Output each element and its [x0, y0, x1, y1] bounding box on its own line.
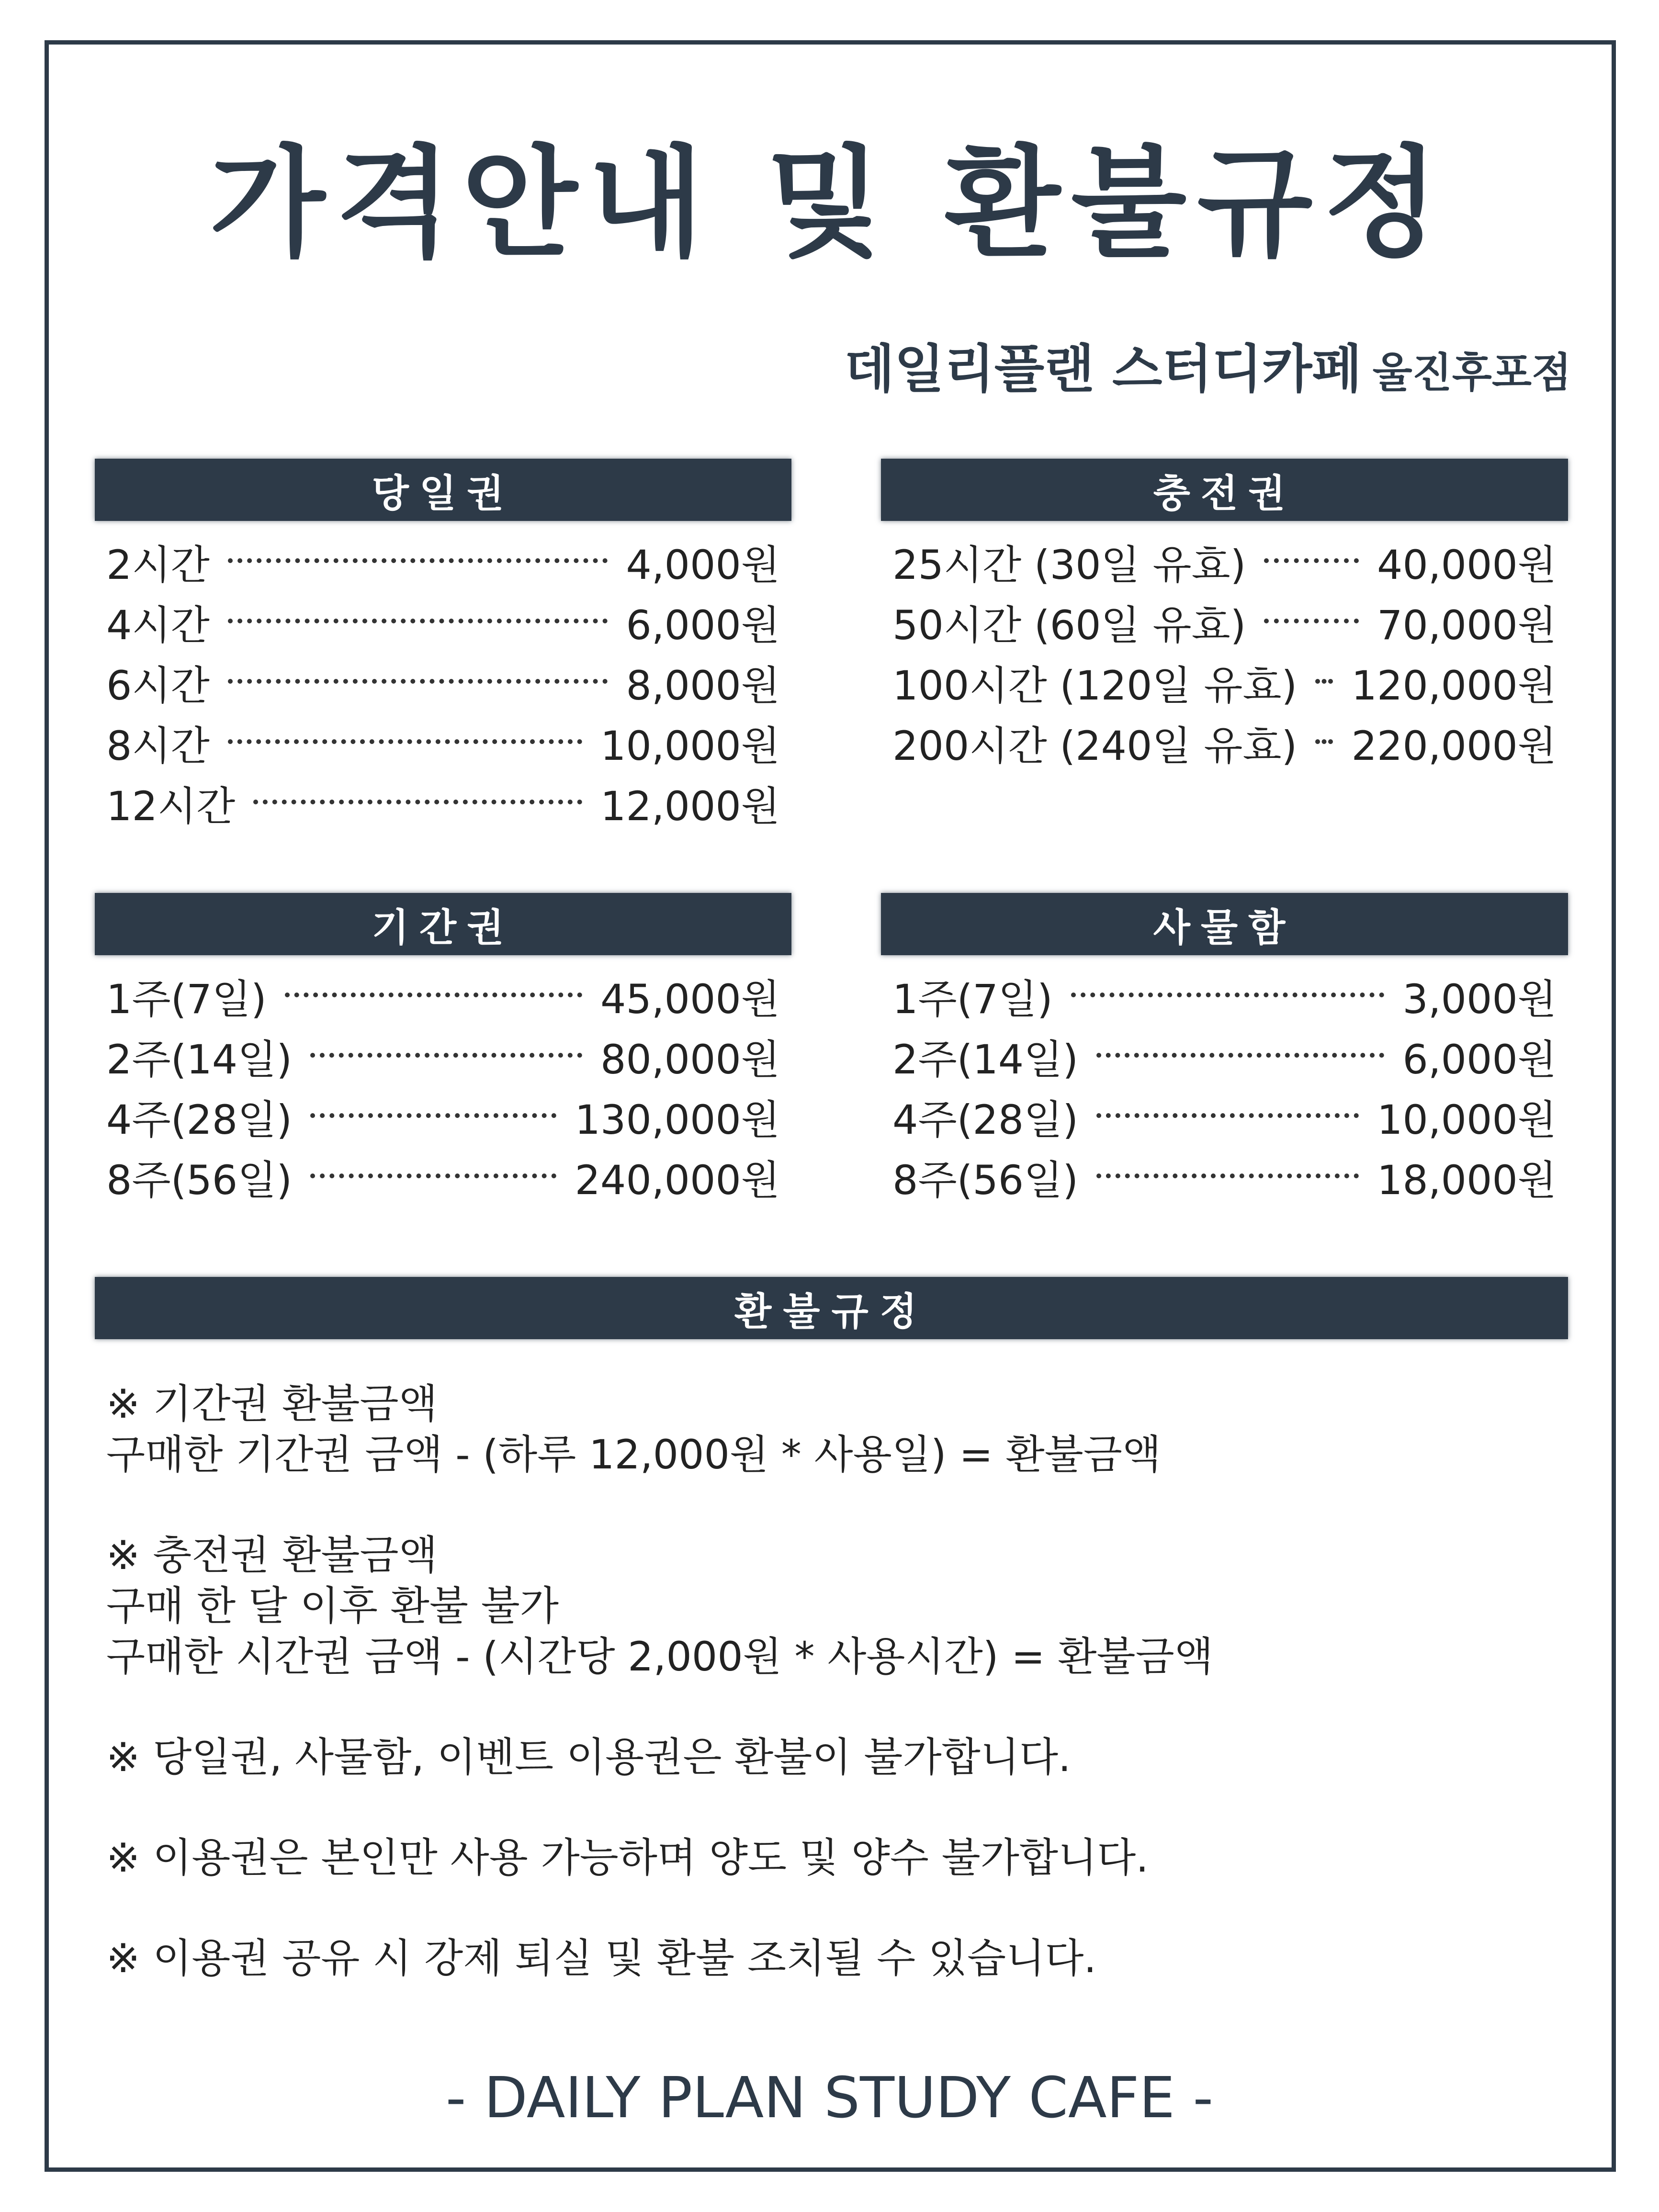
- price-value: 70,000원: [1377, 601, 1557, 649]
- price-label: 6시간: [106, 662, 210, 709]
- locker-section: [881, 893, 1568, 1207]
- price-row: [106, 531, 780, 592]
- price-row: [106, 966, 780, 1026]
- dot-leader: [228, 739, 582, 744]
- period-pass-section: [95, 893, 791, 1207]
- price-row: [106, 1026, 780, 1086]
- price-label: 8시간: [106, 722, 210, 769]
- refund-policy-header: 환불규정: [95, 1277, 1568, 1339]
- price-value: 220,000원: [1351, 722, 1557, 769]
- store-name: [844, 339, 1571, 399]
- price-value: 6,000원: [1402, 1036, 1557, 1083]
- price-value: 40,000원: [1377, 541, 1557, 588]
- store-brand: 데일리플랜 스터디카페: [844, 339, 1362, 399]
- dot-leader: [1071, 993, 1385, 997]
- price-label: 12시간: [106, 782, 236, 830]
- dot-leader: [310, 1113, 556, 1118]
- price-row: [106, 773, 780, 833]
- price-label: 25시간 (30일 유효): [892, 541, 1246, 588]
- refund-rule-no-transfer: ※ 이용권은 본인만 사용 가능하며 양도 및 양수 불가합니다.: [106, 1834, 1149, 1881]
- footer-brand: - DAILY PLAN STUDY CAFE -: [445, 2065, 1214, 2131]
- period-refund-formula: 구매한 기간권 금액 - (하루 12,000원 * 사용일) = 환불금액: [106, 1431, 1162, 1478]
- daily-pass-section: [95, 459, 791, 833]
- dot-leader: [1315, 679, 1333, 684]
- dot-leader: [228, 558, 608, 563]
- charge-pass-header: 충전권: [881, 459, 1568, 521]
- price-value: 12,000원: [600, 782, 780, 830]
- period-refund-title: ※ 기간권 환불금액: [106, 1380, 438, 1427]
- dot-leader: [1096, 1113, 1359, 1118]
- page-title: 가격안내 및 환불규정: [209, 134, 1450, 273]
- price-label: 100시간 (120일 유효): [892, 662, 1298, 709]
- charge-refund-title: ※ 충전권 환불금액: [106, 1532, 438, 1579]
- price-value: 4,000원: [626, 541, 780, 588]
- refund-rule-no-refund: ※ 당일권, 사물함, 이벤트 이용권은 환불이 불가합니다.: [106, 1734, 1071, 1781]
- price-row: [892, 712, 1557, 773]
- daily-pass-header: 당일권: [95, 459, 791, 521]
- price-label: 2시간: [106, 541, 210, 588]
- price-value: 10,000원: [1377, 1096, 1557, 1143]
- dot-leader: [1264, 619, 1358, 623]
- charge-refund-note: 구매 한 달 이후 환불 불가: [106, 1582, 559, 1629]
- dot-leader: [253, 800, 582, 804]
- price-row: [106, 652, 780, 712]
- price-label: 8주(56일): [892, 1156, 1079, 1204]
- price-label: 200시간 (240일 유효): [892, 722, 1298, 769]
- dot-leader: [1315, 739, 1333, 744]
- price-row: [892, 592, 1557, 652]
- price-value: 3,000원: [1402, 975, 1557, 1023]
- price-value: 10,000원: [600, 722, 780, 769]
- price-label: 2주(14일): [892, 1036, 1079, 1083]
- refund-rules: [106, 1380, 1543, 1989]
- price-label: 50시간 (60일 유효): [892, 601, 1246, 649]
- price-label: 4시간: [106, 601, 210, 649]
- charge-pass-section: [881, 459, 1568, 773]
- price-value: 8,000원: [626, 662, 780, 709]
- price-row: [106, 592, 780, 652]
- dot-leader: [228, 619, 608, 623]
- refund-rule-sharing: ※ 이용권 공유 시 강제 퇴실 및 환불 조치될 수 있습니다.: [106, 1935, 1097, 1982]
- price-label: 1주(7일): [106, 975, 267, 1023]
- dot-leader: [228, 679, 608, 684]
- price-row: [892, 1086, 1557, 1147]
- price-value: 18,000원: [1377, 1156, 1557, 1204]
- price-row: [106, 1147, 780, 1207]
- price-label: 8주(56일): [106, 1156, 293, 1204]
- dot-leader: [1096, 1053, 1384, 1058]
- dot-leader: [1264, 558, 1358, 563]
- price-row: [892, 966, 1557, 1026]
- price-value: 45,000원: [600, 975, 780, 1023]
- refund-policy-section: [95, 1277, 1568, 1339]
- locker-header: 사물함: [881, 893, 1568, 955]
- dot-leader: [310, 1174, 556, 1178]
- dot-leader: [1096, 1174, 1359, 1178]
- period-pass-header: 기간권: [95, 893, 791, 955]
- price-value: 80,000원: [600, 1036, 780, 1083]
- price-row: [106, 712, 780, 773]
- dot-leader: [285, 993, 582, 997]
- price-row: [892, 1026, 1557, 1086]
- price-label: 1주(7일): [892, 975, 1053, 1023]
- price-row: [892, 531, 1557, 592]
- price-value: 240,000원: [575, 1156, 780, 1204]
- price-label: 4주(28일): [892, 1096, 1079, 1143]
- price-value: 120,000원: [1351, 662, 1557, 709]
- price-value: 130,000원: [575, 1096, 780, 1143]
- price-row: [106, 1086, 780, 1147]
- charge-refund-formula: 구매한 시간권 금액 - (시간당 2,000원 * 사용시간) = 환불금액: [106, 1633, 1213, 1680]
- price-value: 6,000원: [626, 601, 780, 649]
- price-label: 2주(14일): [106, 1036, 293, 1083]
- price-label: 4주(28일): [106, 1096, 293, 1143]
- price-row: [892, 652, 1557, 712]
- dot-leader: [310, 1053, 582, 1058]
- store-branch: 울진후포점: [1372, 349, 1571, 397]
- price-row: [892, 1147, 1557, 1207]
